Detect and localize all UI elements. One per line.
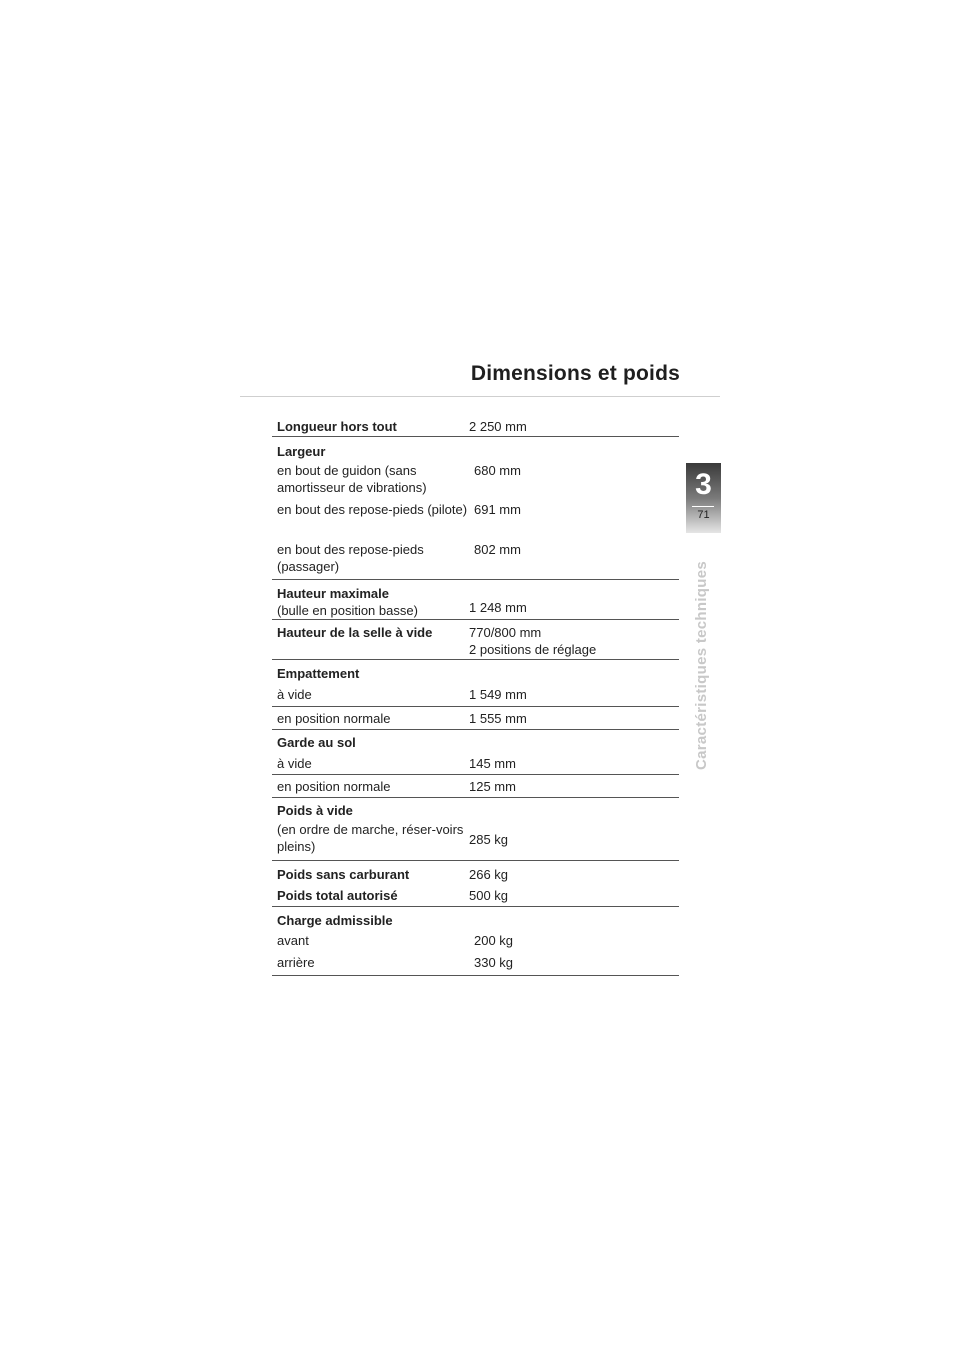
table-row xyxy=(272,501,679,541)
chapter-number: 3 xyxy=(695,468,712,501)
spec-label: arrière xyxy=(277,955,315,970)
table-row xyxy=(272,752,679,774)
spec-label: à vide xyxy=(277,687,312,702)
spec-label: en bout des repose-pieds (passager) xyxy=(277,542,424,574)
spec-label: Poids total autorisé xyxy=(277,888,398,903)
spec-value: 125 mm xyxy=(469,778,516,794)
table-row xyxy=(272,706,679,729)
spec-label: Hauteur de la selle à vide xyxy=(277,624,433,640)
spec-value-note: 2 positions de réglage xyxy=(469,641,597,657)
table-row xyxy=(272,797,679,820)
spec-label: Poids sans carburant xyxy=(277,866,410,882)
spec-value: 1 555 mm xyxy=(469,710,527,726)
spec-label: Charge admissible xyxy=(277,912,393,928)
table-row xyxy=(272,541,679,579)
table-row xyxy=(272,436,679,461)
spec-value: 2 250 mm xyxy=(469,419,527,434)
spec-label: en position normale xyxy=(277,710,391,726)
table-row xyxy=(272,683,679,706)
spec-value: 145 mm xyxy=(469,756,516,771)
spec-value: 1 248 mm xyxy=(469,599,527,615)
table-row xyxy=(272,461,679,501)
spec-value: 680 mm xyxy=(474,463,521,478)
spec-label: avant xyxy=(277,933,309,948)
table-row xyxy=(272,860,679,883)
spec-label: en bout de guidon (sans amortisseur de vibrations) xyxy=(277,463,427,495)
page-title: Dimensions et poids xyxy=(470,362,680,385)
spec-table xyxy=(272,414,679,976)
spec-label: Longueur hors tout xyxy=(277,419,397,434)
table-row xyxy=(272,619,679,659)
table-row xyxy=(272,659,679,683)
spec-value: 330 kg xyxy=(474,955,514,970)
page-number: 71 xyxy=(697,509,710,521)
spec-label: (en ordre de marche, réser-voirs pleins) xyxy=(277,822,464,854)
spec-label: en bout des repose-pieds (pilote) xyxy=(277,502,468,517)
chapter-side-label: Caractéristiques techniques xyxy=(693,560,710,770)
table-row xyxy=(272,774,679,797)
table-row xyxy=(272,952,679,975)
spec-value: 691 mm xyxy=(474,502,521,517)
chapter-tab-divider xyxy=(692,506,714,507)
spec-label: Empattement xyxy=(277,665,360,681)
table-row xyxy=(272,906,679,929)
spec-value: 266 kg xyxy=(469,866,509,882)
spec-label: Largeur xyxy=(277,443,326,459)
spec-label: Poids à vide xyxy=(277,802,353,818)
spec-value: 770/800 mm xyxy=(469,624,542,640)
spec-value: 500 kg xyxy=(469,888,509,903)
spec-value: 285 kg xyxy=(469,832,509,848)
spec-label: en position normale xyxy=(277,778,391,794)
spec-label: Garde au sol xyxy=(277,734,356,750)
title-divider xyxy=(240,396,720,397)
table-row xyxy=(272,883,679,906)
table-row xyxy=(272,729,679,752)
table-row xyxy=(272,579,679,619)
spec-label: Hauteur maximale xyxy=(277,585,389,601)
spec-sublabel: (bulle en position basse) xyxy=(277,602,418,618)
spec-value: 802 mm xyxy=(474,542,521,557)
table-row xyxy=(272,820,679,860)
spec-value: 1 549 mm xyxy=(469,687,527,702)
table-row xyxy=(272,929,679,952)
spec-value: 200 kg xyxy=(474,933,514,948)
table-row xyxy=(272,414,679,436)
spec-label: à vide xyxy=(277,756,312,771)
